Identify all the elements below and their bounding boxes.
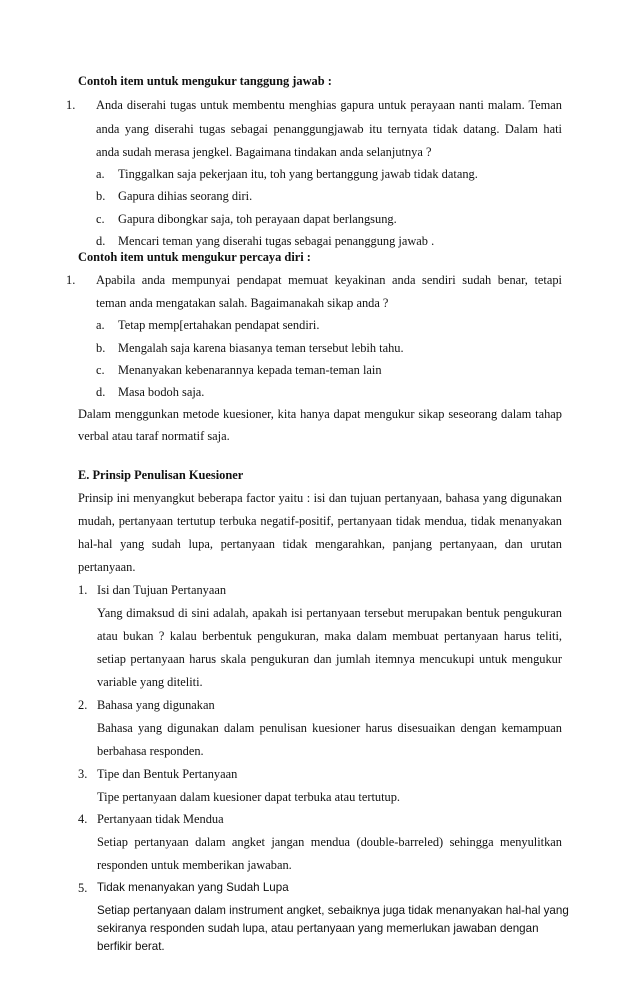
point-text-line: sekiranya responden sudah lupa, atau pertanyaan yang memerlukan jawaban dengan xyxy=(97,922,539,935)
option-text: Menanyakan kebenarannya kepada teman-teman lain xyxy=(118,363,382,377)
point-text-line: Bahasa yang digunakan dalam penulisan kuesioner harus disesuaikan dengan kemampuan xyxy=(97,721,562,735)
intro-paragraph-line: mudah, pertanyaan tertutup terbuka negatif-positif, pertanyaan tidak mendua, tidak menanyakan xyxy=(78,514,562,528)
point-number: 1. xyxy=(78,583,88,597)
option-text: Mengalah saja karena biasanya teman tersebut lebih tahu. xyxy=(118,341,404,355)
option-letter: c. xyxy=(96,363,105,377)
closing-paragraph-line: verbal atau taraf normatif saja. xyxy=(78,429,230,443)
item-text-line: Anda diserahi tugas untuk membentu menghias gapura untuk perayaan nanti malam. Teman xyxy=(96,98,562,112)
point-text-line: setiap pertanyaan harus skala pengukuran dan jumlah itemnya mencukupi untuk mengukur xyxy=(97,652,562,666)
item-text-line: anda yang diserahi tugas sebagai penanggungjawab itu ternyata tidak datang. Dalam hati xyxy=(96,122,562,136)
option-text: Tetap memp[ertahakan pendapat sendiri. xyxy=(118,318,320,332)
item-text-line: Apabila anda mempunyai pendapat memuat keyakinan anda sendiri sudah benar, tetapi xyxy=(96,273,562,287)
intro-paragraph-line: hal-hal yang sudah lupa, pertanyaan tidak mengarahkan, panjang pertanyaan, dan urutan xyxy=(78,537,562,551)
option-letter: d. xyxy=(96,234,106,248)
point-text-line: berbahasa responden. xyxy=(97,744,204,758)
point-number: 3. xyxy=(78,767,88,781)
point-number: 5. xyxy=(78,881,88,895)
option-letter: a. xyxy=(96,318,105,332)
item-number: 1. xyxy=(66,273,76,287)
point-number: 2. xyxy=(78,698,88,712)
section-heading-percaya-diri: Contoh item untuk mengukur percaya diri : xyxy=(78,250,311,264)
item-number: 1. xyxy=(66,98,76,112)
section-heading-tanggung-jawab: Contoh item untuk mengukur tanggung jawab : xyxy=(78,74,332,88)
point-title: Bahasa yang digunakan xyxy=(97,698,215,712)
closing-paragraph-line: Dalam menggunkan metode kuesioner, kita hanya dapat mengukur sikap seseorang dalam tahap xyxy=(78,407,562,421)
point-text-line: Setiap pertanyaan dalam angket jangan mendua (double-barreled) sehingga menyulitkan xyxy=(97,835,562,849)
point-title: Tipe dan Bentuk Pertanyaan xyxy=(97,767,238,781)
point-text-line: Tipe pertanyaan dalam kuesioner dapat terbuka atau tertutup. xyxy=(97,790,401,804)
section-heading-prinsip: E. Prinsip Penulisan Kuesioner xyxy=(78,468,244,482)
point-text-line: berfikir berat. xyxy=(97,940,165,953)
option-text: Tinggalkan saja pekerjaan itu, toh yang bertanggung jawab tidak datang. xyxy=(118,167,478,181)
option-letter: d. xyxy=(96,385,106,399)
point-text-line: variable yang diteliti. xyxy=(97,675,203,689)
point-text-line: responden untuk memberikan jawaban. xyxy=(97,858,292,872)
point-title: Tidak menanyakan yang Sudah Lupa xyxy=(97,881,289,894)
item-text-line: anda sudah merasa jengkel. Bagaimana tindakan anda selanjutnya ? xyxy=(96,145,432,159)
point-title: Pertanyaan tidak Mendua xyxy=(97,812,224,826)
point-text-line: atau bukan ? kalau berbentuk pengukuran, maka dalam membuat pertanyaan harus teliti, xyxy=(97,629,562,643)
option-letter: c. xyxy=(96,212,105,226)
option-text: Masa bodoh saja. xyxy=(118,385,205,399)
item-text-line: teman anda mengatakan salah. Bagaimanakah sikap anda ? xyxy=(96,296,389,310)
option-text: Gapura dibongkar saja, toh perayaan dapat berlangsung. xyxy=(118,212,397,226)
point-number: 4. xyxy=(78,812,88,826)
option-letter: b. xyxy=(96,189,106,203)
point-title: Isi dan Tujuan Pertanyaan xyxy=(97,583,227,597)
option-letter: a. xyxy=(96,167,105,181)
intro-paragraph-line: Prinsip ini menyangkut beberapa factor yaitu : isi dan tujuan pertanyaan, bahasa yang digunakan xyxy=(78,491,562,505)
option-letter: b. xyxy=(96,341,106,355)
option-text: Mencari teman yang diserahi tugas sebagai penanggung jawab . xyxy=(118,234,435,248)
option-text: Gapura dihias seorang diri. xyxy=(118,189,253,203)
intro-paragraph-line: pertanyaan. xyxy=(78,560,136,574)
point-text-line: Yang dimaksud di sini adalah, apakah isi pertanyaan tersebut merupakan bentuk pengukuran xyxy=(97,606,562,620)
point-text-line: Setiap pertanyaan dalam instrument angket, sebaiknya juga tidak menanyakan hal-hal yang xyxy=(97,904,569,917)
